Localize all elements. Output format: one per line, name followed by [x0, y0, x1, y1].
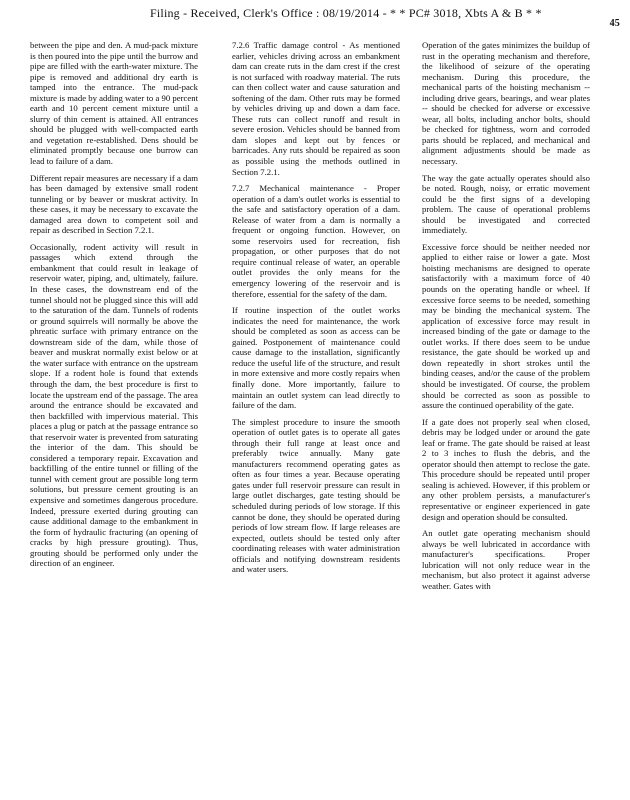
- text-column-middle: [232, 40, 400, 581]
- paragraph: 7.2.7 Mechanical maintenance - Proper operation of a dam's outlet works is essential to the safe and satisfactory operation of a dam. Release of water from a dam is normally a frequent or ongoing function. However, on some reservoirs used for recreation, fish propagation, or other purposes that do not require continual release of water, an operable outlet provides the only means for the emergency lowering of the reservoir and is therefore, essential for the safety of the dam.: [232, 183, 400, 299]
- filing-stamp: Filing - Received, Clerk's Office : 08/19/2014 - * * PC# 3018, Xbts A & B * *: [150, 6, 542, 20]
- paragraph: If routine inspection of the outlet works indicates the need for maintenance, the work should be completed as soon as access can be gained. Postponement of maintenance could cause damage to the installation, significantly reduce the useful life of the structure, and result in more extensive and more costly repairs when finally done. More importantly, failure to maintain an outlet system can lead directly to failure of the dam.: [232, 305, 400, 411]
- paragraph: If a gate does not properly seal when closed, debris may be lodged under or around the gate leaf or frame. The gate should be raised at least 2 to 3 inches to flush the debris, and the operator should then attempt to reclose the gate. This procedure should be repeated until proper sealing is achieved. However, if this problem or any other problem persists, a manufacturer's representative or engineer experienced in gate design and operation should be consulted.: [422, 416, 590, 522]
- paragraph: 7.2.6 Traffic damage control - As mentioned earlier, vehicles driving across an embankment dam can create ruts in the dam crest if the crest is not surfaced with roadway material. The ruts can then collect water and cause saturation and softening of the dam. Other ruts may be formed by vehicles driving up and down a dam face. These ruts can collect runoff and result in severe erosion. Vehicles should be banned from dam slopes and kept out by fences or barricades. Any ruts should be repaired as soon as possible using the methods outlined in Section 7.2.1.: [232, 40, 400, 177]
- paragraph: The way the gate actually operates should also be noted. Rough, noisy, or erratic movement could be the first signs of a developing problem. The cause of operational problems should be investigated and corrected immediately.: [422, 172, 590, 236]
- paragraph: between the pipe and den. A mud-pack mixture is then poured into the pipe until the burrow and pipe are filled with the earth-water mixture. The pipe is removed and additional dry earth is tamped into the entrance. The mud-pack mixture is made by adding water to a 90 percent earth and 10 percent cement mixture until a slurry of thin cement is attained. All entrances should be plugged with well-compacted earth and vegetation re-established. Dens should be eliminated promptly because one burrow can lead to failure of a dam.: [30, 40, 198, 167]
- paragraph: Occasionally, rodent activity will result in passages which extend through the embankment that could result in leakage of reservoir water, piping, and, ultimately, failure. In these cases, the downstream end of the tunnel should not be plugged since this will add to the saturation of the dam. Tunnels of rodents or ground squirrels will normally be above the phreatic surface with primary entrance on the downstream side of the dam, while those of beaver and muskrat normally exist below or at the water surface with entrance on the upstream slope. If a rodent hole is found that extends through the dam, the best procedure is first to locate the upstream end of the passage. The area around the entrance should be excavated and then backfilled with impervious material. This places a plug or patch at the passage entrance so that reservoir water is prevented from saturating the interior of the dam. This should be considered a temporary repair. Excavation and backfilling of the entire tunnel or filling of the tunnel with cement grout are possible long term solutions, but pressure cement grouting is an expensive and sometimes dangerous procedure. Indeed, pressure exerted during grouting can cause additional damage to the embankment in the form of hydraulic fracturing (an opening of cracks by high pressure grouting). Thus, grouting should be performed only under the direction of an engineer.: [30, 241, 198, 569]
- text-column-left: [30, 40, 198, 575]
- paragraph: An outlet gate operating mechanism should always be well lubricated in accordance with manufacturer's specifications. Proper lubrication will not only reduce wear in the mechanism, but also protect it against adverse weather. Gates with: [422, 528, 590, 591]
- text-column-right: [422, 40, 590, 597]
- filing-header: [150, 6, 622, 29]
- paragraph: The simplest procedure to insure the smooth operation of outlet gates is to operate all gates through their full range at least once and preferably twice annually. Many gate manufacturers recommend operating gates as often as four times a year. Because operating gates under full reservoir pressure can result in large outlet discharges, gate testing should be scheduled during periods of low storage. If this cannot be done, they should be operated during periods of low stream flow. If large releases are expected, outlets should be tested only after coordinating releases with water administration officials and notifying downstream residents and water users.: [232, 416, 400, 575]
- paragraph: Excessive force should be neither needed nor applied to either raise or lower a gate. Most hoisting mechanisms are designed to operate satisfactorily with a maximum force of 40 pounds on the operating handle or wheel. If excessive force seems to be needed, something may be binding the mechanical system. The application of excessive force may result in increased binding of the gate or damage to the outlet works. If there does seem to be undue resistance, the gate should be worked up and down repeatedly in short strokes until the binding ceases, and/or the cause of the problem should be investigated. Of course, the problem should be corrected as soon as possible to assure the continued operability of the gate.: [422, 241, 590, 411]
- page-number: 45: [609, 18, 620, 29]
- paragraph: Different repair measures are necessary if a dam has been damaged by extensive small rodent tunneling or by beaver or muskrat activity. In these cases, it may be necessary to excavate the damaged area down to competent soil and repair as described in Section 7.2.1.: [30, 172, 198, 236]
- paragraph: Operation of the gates minimizes the buildup of rust in the operating mechanism and therefore, the likelihood of seizure of the operating mechanism. During this procedure, the mechanical parts of the hoisting mechanism -- including drive gears, bearings, and wear plates -- should be checked for adverse or excessive wear, all bolts, including anchor bolts, should be checked for tightness, worn and corroded parts should be replaced, and mechanical and alignment adjustments should be made as necessary.: [422, 40, 590, 167]
